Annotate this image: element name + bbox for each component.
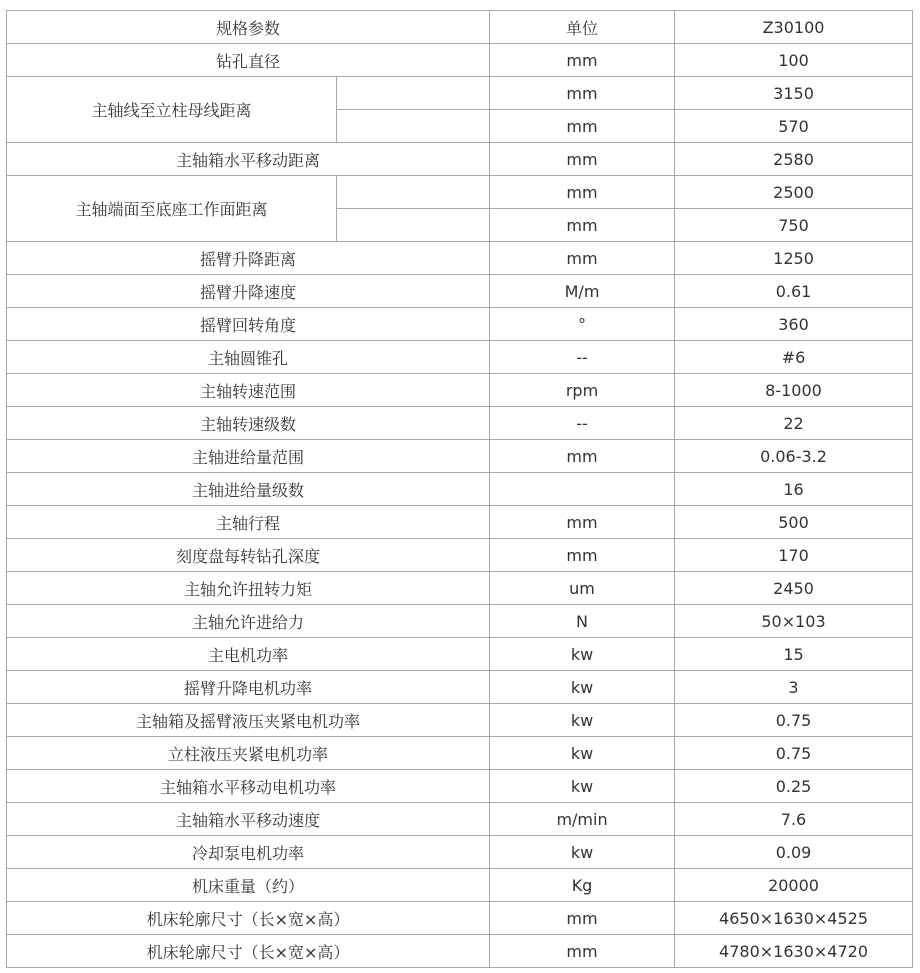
table-row — [7, 341, 913, 374]
unit-cell: mm — [490, 44, 675, 77]
sub-cell — [337, 77, 490, 110]
param-name: 主轴圆锥孔 — [7, 341, 490, 374]
unit-cell: -- — [490, 407, 675, 440]
param-name: 主轴箱水平移动电机功率 — [7, 770, 490, 803]
table-row — [7, 374, 913, 407]
table-row — [7, 308, 913, 341]
unit-cell: Kg — [490, 869, 675, 902]
unit-cell: m/min — [490, 803, 675, 836]
table-row — [7, 869, 913, 902]
unit-cell: kw — [490, 638, 675, 671]
unit-cell: mm — [490, 539, 675, 572]
table-row — [7, 242, 913, 275]
param-name: 主轴转速范围 — [7, 374, 490, 407]
unit-cell: kw — [490, 704, 675, 737]
param-name: 冷却泵电机功率 — [7, 836, 490, 869]
table-row — [7, 902, 913, 935]
table-row — [7, 176, 913, 209]
param-name: 摇臂升降速度 — [7, 275, 490, 308]
value-cell: 0.06-3.2 — [675, 440, 913, 473]
param-name: 机床重量（约） — [7, 869, 490, 902]
unit-cell: um — [490, 572, 675, 605]
param-name: 主轴允许扭转力矩 — [7, 572, 490, 605]
param-name: 刻度盘每转钻孔深度 — [7, 539, 490, 572]
value-cell: 7.6 — [675, 803, 913, 836]
param-name: 主轴箱水平移动距离 — [7, 143, 490, 176]
table-row — [7, 143, 913, 176]
value-cell: 570 — [675, 110, 913, 143]
unit-cell — [490, 473, 675, 506]
value-cell: 2500 — [675, 176, 913, 209]
value-cell: 0.61 — [675, 275, 913, 308]
unit-cell: mm — [490, 209, 675, 242]
table-row — [7, 572, 913, 605]
param-name: 主轴允许进给力 — [7, 605, 490, 638]
unit-cell: mm — [490, 143, 675, 176]
table-row — [7, 407, 913, 440]
table-row — [7, 473, 913, 506]
param-name: 主电机功率 — [7, 638, 490, 671]
param-name: 主轴行程 — [7, 506, 490, 539]
unit-cell: ° — [490, 308, 675, 341]
value-cell: 4650×1630×4525 — [675, 902, 913, 935]
param-name: 摇臂回转角度 — [7, 308, 490, 341]
param-name: 机床轮廓尺寸（长×宽×高） — [7, 935, 490, 968]
table-row — [7, 803, 913, 836]
value-cell: 8-1000 — [675, 374, 913, 407]
value-cell: 3 — [675, 671, 913, 704]
sub-cell — [337, 176, 490, 209]
table-row — [7, 638, 913, 671]
table-row — [7, 737, 913, 770]
table-row — [7, 935, 913, 968]
value-cell: 2450 — [675, 572, 913, 605]
value-cell: 3150 — [675, 77, 913, 110]
table-header-row — [7, 11, 913, 44]
param-name: 主轴箱及摇臂液压夹紧电机功率 — [7, 704, 490, 737]
table-row — [7, 836, 913, 869]
value-cell: 1250 — [675, 242, 913, 275]
value-cell: 0.75 — [675, 737, 913, 770]
param-name: 立柱液压夹紧电机功率 — [7, 737, 490, 770]
value-cell: 500 — [675, 506, 913, 539]
param-name: 主轴进给量范围 — [7, 440, 490, 473]
value-cell: 0.09 — [675, 836, 913, 869]
param-name: 主轴线至立柱母线距离 — [7, 77, 337, 143]
table-row — [7, 671, 913, 704]
table-row — [7, 704, 913, 737]
unit-cell: -- — [490, 341, 675, 374]
unit-cell: rpm — [490, 374, 675, 407]
value-cell: 22 — [675, 407, 913, 440]
table-row — [7, 44, 913, 77]
value-cell: 4780×1630×4720 — [675, 935, 913, 968]
table-row — [7, 605, 913, 638]
table-row — [7, 539, 913, 572]
value-cell: 0.75 — [675, 704, 913, 737]
unit-cell: mm — [490, 440, 675, 473]
header-value: Z30100 — [675, 11, 913, 44]
table-row — [7, 275, 913, 308]
unit-cell: mm — [490, 77, 675, 110]
unit-cell: mm — [490, 110, 675, 143]
unit-cell: kw — [490, 770, 675, 803]
value-cell: 100 — [675, 44, 913, 77]
unit-cell: N — [490, 605, 675, 638]
value-cell: 170 — [675, 539, 913, 572]
value-cell: #6 — [675, 341, 913, 374]
param-name: 主轴端面至底座工作面距离 — [7, 176, 337, 242]
value-cell: 20000 — [675, 869, 913, 902]
value-cell: 16 — [675, 473, 913, 506]
param-name: 钻孔直径 — [7, 44, 490, 77]
param-name: 主轴转速级数 — [7, 407, 490, 440]
value-cell: 15 — [675, 638, 913, 671]
unit-cell: kw — [490, 671, 675, 704]
value-cell: 50×103 — [675, 605, 913, 638]
header-unit: 单位 — [490, 11, 675, 44]
param-name: 主轴箱水平移动速度 — [7, 803, 490, 836]
unit-cell: kw — [490, 737, 675, 770]
unit-cell: mm — [490, 935, 675, 968]
param-name: 机床轮廓尺寸（长×宽×高） — [7, 902, 490, 935]
table-row — [7, 440, 913, 473]
sub-cell — [337, 209, 490, 242]
param-name: 主轴进给量级数 — [7, 473, 490, 506]
value-cell: 360 — [675, 308, 913, 341]
value-cell: 750 — [675, 209, 913, 242]
table-row — [7, 77, 913, 110]
value-cell: 0.25 — [675, 770, 913, 803]
unit-cell: mm — [490, 902, 675, 935]
unit-cell: mm — [490, 242, 675, 275]
table-row — [7, 506, 913, 539]
spec-table — [6, 10, 913, 968]
table-row — [7, 770, 913, 803]
header-name: 规格参数 — [7, 11, 490, 44]
unit-cell: kw — [490, 836, 675, 869]
sub-cell — [337, 110, 490, 143]
param-name: 摇臂升降距离 — [7, 242, 490, 275]
unit-cell: M/m — [490, 275, 675, 308]
value-cell: 2580 — [675, 143, 913, 176]
spec-table-body — [7, 11, 913, 968]
unit-cell: mm — [490, 506, 675, 539]
unit-cell: mm — [490, 176, 675, 209]
param-name: 摇臂升降电机功率 — [7, 671, 490, 704]
